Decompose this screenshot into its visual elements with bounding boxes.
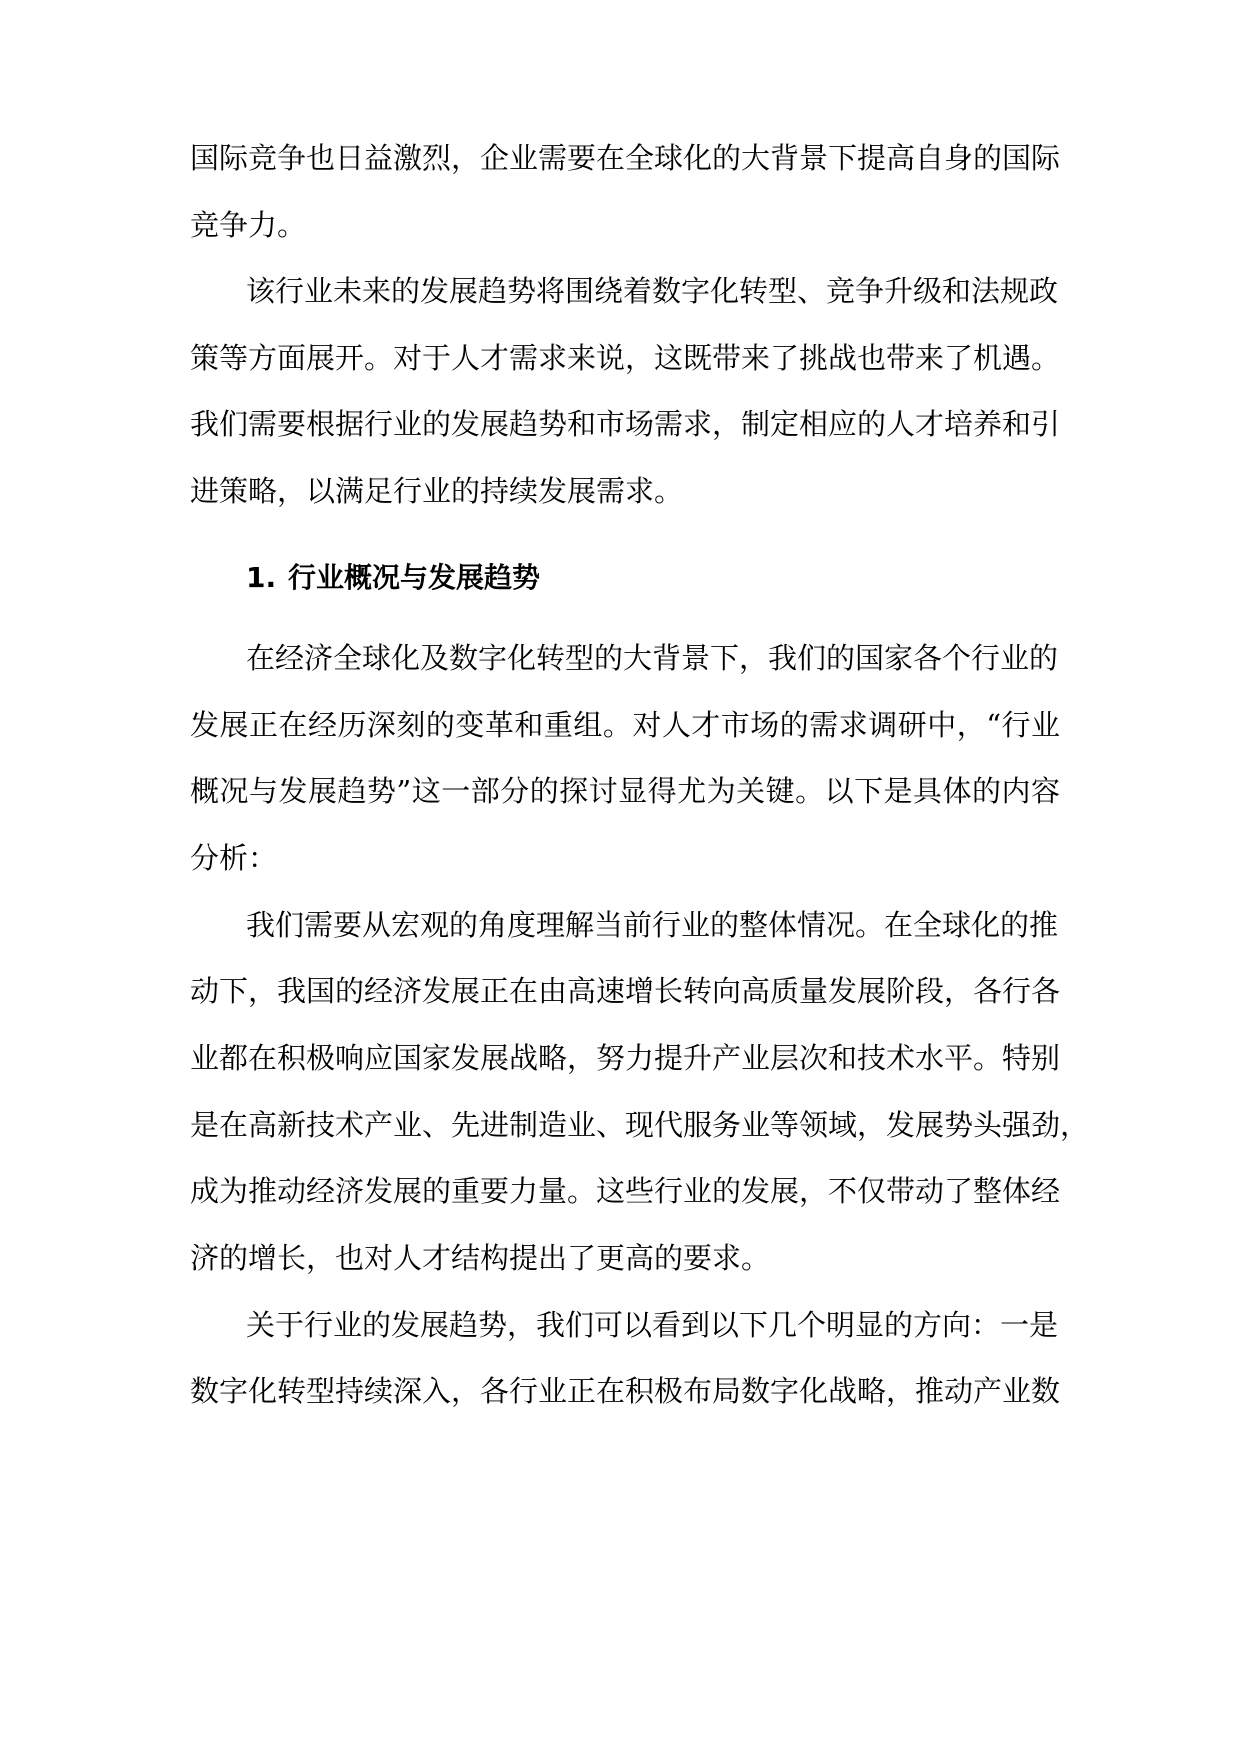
paragraph-3-line-1: 在经济全球化及数字化转型的大背景下，我们的国家各个行业的 xyxy=(246,641,1059,675)
paragraph-4-line-2: 动下，我国的经济发展正在由高速增长转向高质量发展阶段，各行各 xyxy=(190,974,1061,1008)
paragraph-4-line-3: 业都在积极响应国家发展战略，努力提升产业层次和技术水平。特别 xyxy=(190,1041,1061,1075)
paragraph-3-line-3: 概况与发展趋势”这一部分的探讨显得尤为关键。以下是具体的内容 xyxy=(190,774,1060,808)
section-heading xyxy=(246,558,540,598)
paragraph-1-line-2: 竞争力。 xyxy=(190,208,307,242)
paragraph-1-line-1: 国际竞争也日益激烈，企业需要在全球化的大背景下提高自身的国际 xyxy=(190,141,1061,175)
paragraph-3-line-2: 发展正在经历深刻的变革和重组。对人才市场的需求调研中，“行业 xyxy=(190,708,1060,742)
paragraph-4-line-6: 济的增长，也对人才结构提出了更高的要求。 xyxy=(190,1241,771,1275)
paragraph-4-line-1: 我们需要从宏观的角度理解当前行业的整体情况。在全球化的推 xyxy=(246,908,1059,942)
paragraph-3-line-4: 分析： xyxy=(190,841,278,875)
section-heading-title: 行业概况与发展趋势 xyxy=(288,561,541,594)
paragraph-2-line-1: 该行业未来的发展趋势将围绕着数字化转型、竞争升级和法规政 xyxy=(246,274,1059,308)
section-heading-number: 1. xyxy=(246,561,277,594)
paragraph-4-line-5: 成为推动经济发展的重要力量。这些行业的发展，不仅带动了整体经 xyxy=(190,1174,1061,1208)
paragraph-5-line-2: 数字化转型持续深入，各行业正在积极布局数字化战略，推动产业数 xyxy=(190,1374,1061,1408)
paragraph-5-line-1: 关于行业的发展趋势，我们可以看到以下几个明显的方向：一是 xyxy=(246,1308,1059,1342)
paragraph-2-line-3: 我们需要根据行业的发展趋势和市场需求，制定相应的人才培养和引 xyxy=(190,407,1061,441)
paragraph-2-line-2: 策等方面展开。对于人才需求来说，这既带来了挑战也带来了机遇。 xyxy=(190,341,1061,375)
paragraph-4-line-4: 是在高新技术产业、先进制造业、现代服务业等领域，发展势头强劲， xyxy=(190,1108,1090,1142)
paragraph-2-line-4: 进策略，以满足行业的持续发展需求。 xyxy=(190,474,684,508)
